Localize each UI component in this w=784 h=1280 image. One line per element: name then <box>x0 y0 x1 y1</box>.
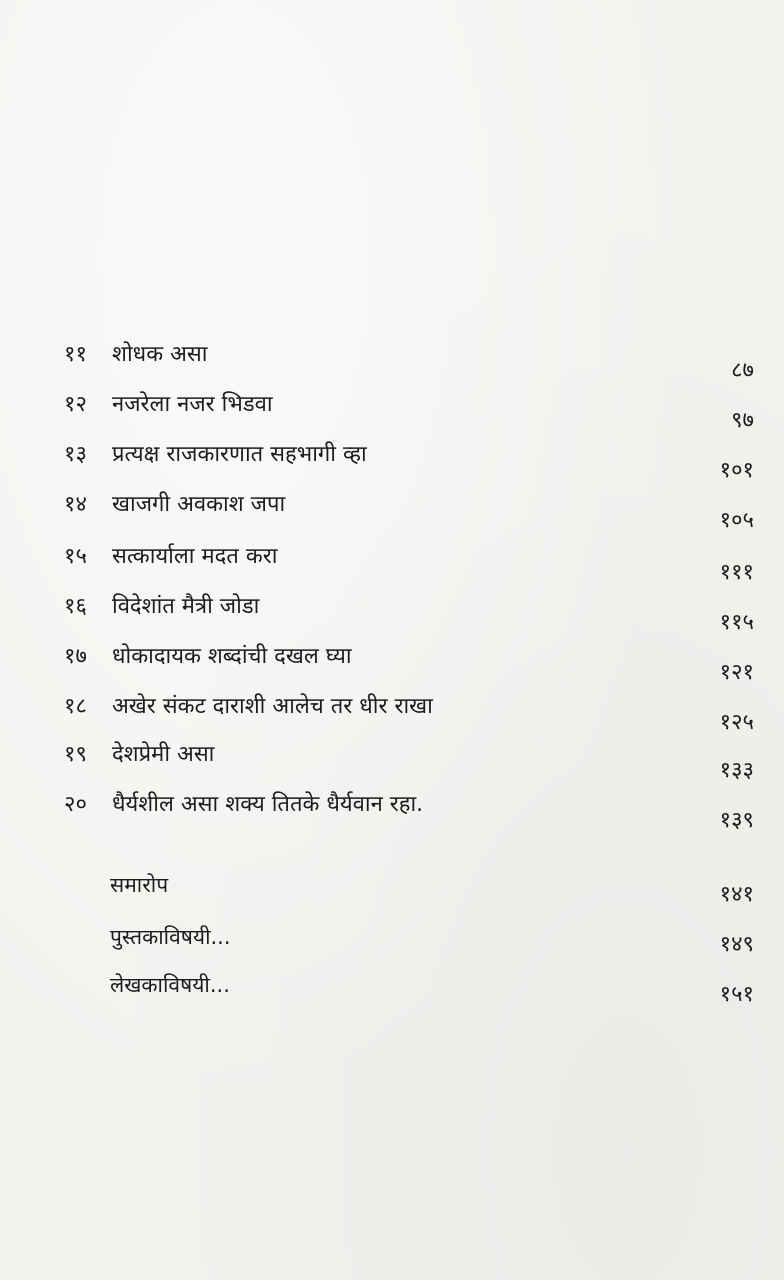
page-number: १०५ <box>719 508 754 533</box>
toc-entry <box>0 340 784 390</box>
toc-entry <box>0 592 784 642</box>
page-number: ११५ <box>719 610 754 635</box>
page-number: १५१ <box>719 982 754 1007</box>
chapter-title: विदेशांत मैत्री जोडा <box>112 594 260 619</box>
toc-entry <box>0 692 784 742</box>
chapter-title: धैर्यशील असा शक्य तितके धैर्यवान रहा. <box>112 792 424 817</box>
back-matter-title: पुस्तकाविषयी... <box>110 925 231 949</box>
page-number: १११ <box>719 560 754 585</box>
toc-back-entry <box>0 970 784 1020</box>
toc-entry <box>0 740 784 790</box>
toc-entry <box>0 642 784 692</box>
page-number: १०१ <box>719 458 754 483</box>
chapter-number: १२ <box>64 392 87 417</box>
page-number: १२५ <box>719 710 754 735</box>
toc-entry <box>0 790 784 840</box>
chapter-number: २० <box>64 792 87 817</box>
chapter-title: प्रत्यक्ष राजकारणात सहभागी व्हा <box>112 442 367 467</box>
chapter-number: १७ <box>64 644 87 669</box>
page-number: १४१ <box>719 882 754 907</box>
chapter-number: १९ <box>64 742 87 767</box>
chapter-number: १५ <box>64 544 87 569</box>
page-number: १२१ <box>719 660 754 685</box>
toc-entry <box>0 542 784 592</box>
chapter-title: देशप्रेमी असा <box>112 742 215 767</box>
toc-back-entry <box>0 922 784 972</box>
chapter-title: नजरेला नजर भिडवा <box>112 392 273 417</box>
back-matter-title: लेखकाविषयी... <box>110 973 230 997</box>
page-number: ८७ <box>731 358 754 383</box>
toc-entry <box>0 490 784 540</box>
page-number: ९७ <box>731 408 754 433</box>
toc-entry <box>0 440 784 490</box>
back-matter-title: समारोप <box>110 873 169 897</box>
chapter-number: १८ <box>64 694 87 719</box>
chapter-title: सत्कार्याला मदत करा <box>112 544 278 569</box>
chapter-title: खाजगी अवकाश जपा <box>112 492 286 517</box>
chapter-number: १४ <box>64 492 87 517</box>
chapter-title: अखेर संकट दाराशी आलेच तर धीर राखा <box>112 694 433 719</box>
chapter-number: १३ <box>64 442 87 467</box>
page-number: १३३ <box>719 758 754 783</box>
chapter-number: १६ <box>64 594 87 619</box>
page-number: १३९ <box>719 808 754 833</box>
chapter-title: शोधक असा <box>112 342 208 367</box>
toc-entry <box>0 390 784 440</box>
chapter-number: ११ <box>64 342 87 367</box>
chapter-title: धोकादायक शब्दांची दखल घ्या <box>112 644 352 669</box>
toc-back-entry <box>0 870 784 920</box>
page-number: १४९ <box>719 932 754 957</box>
